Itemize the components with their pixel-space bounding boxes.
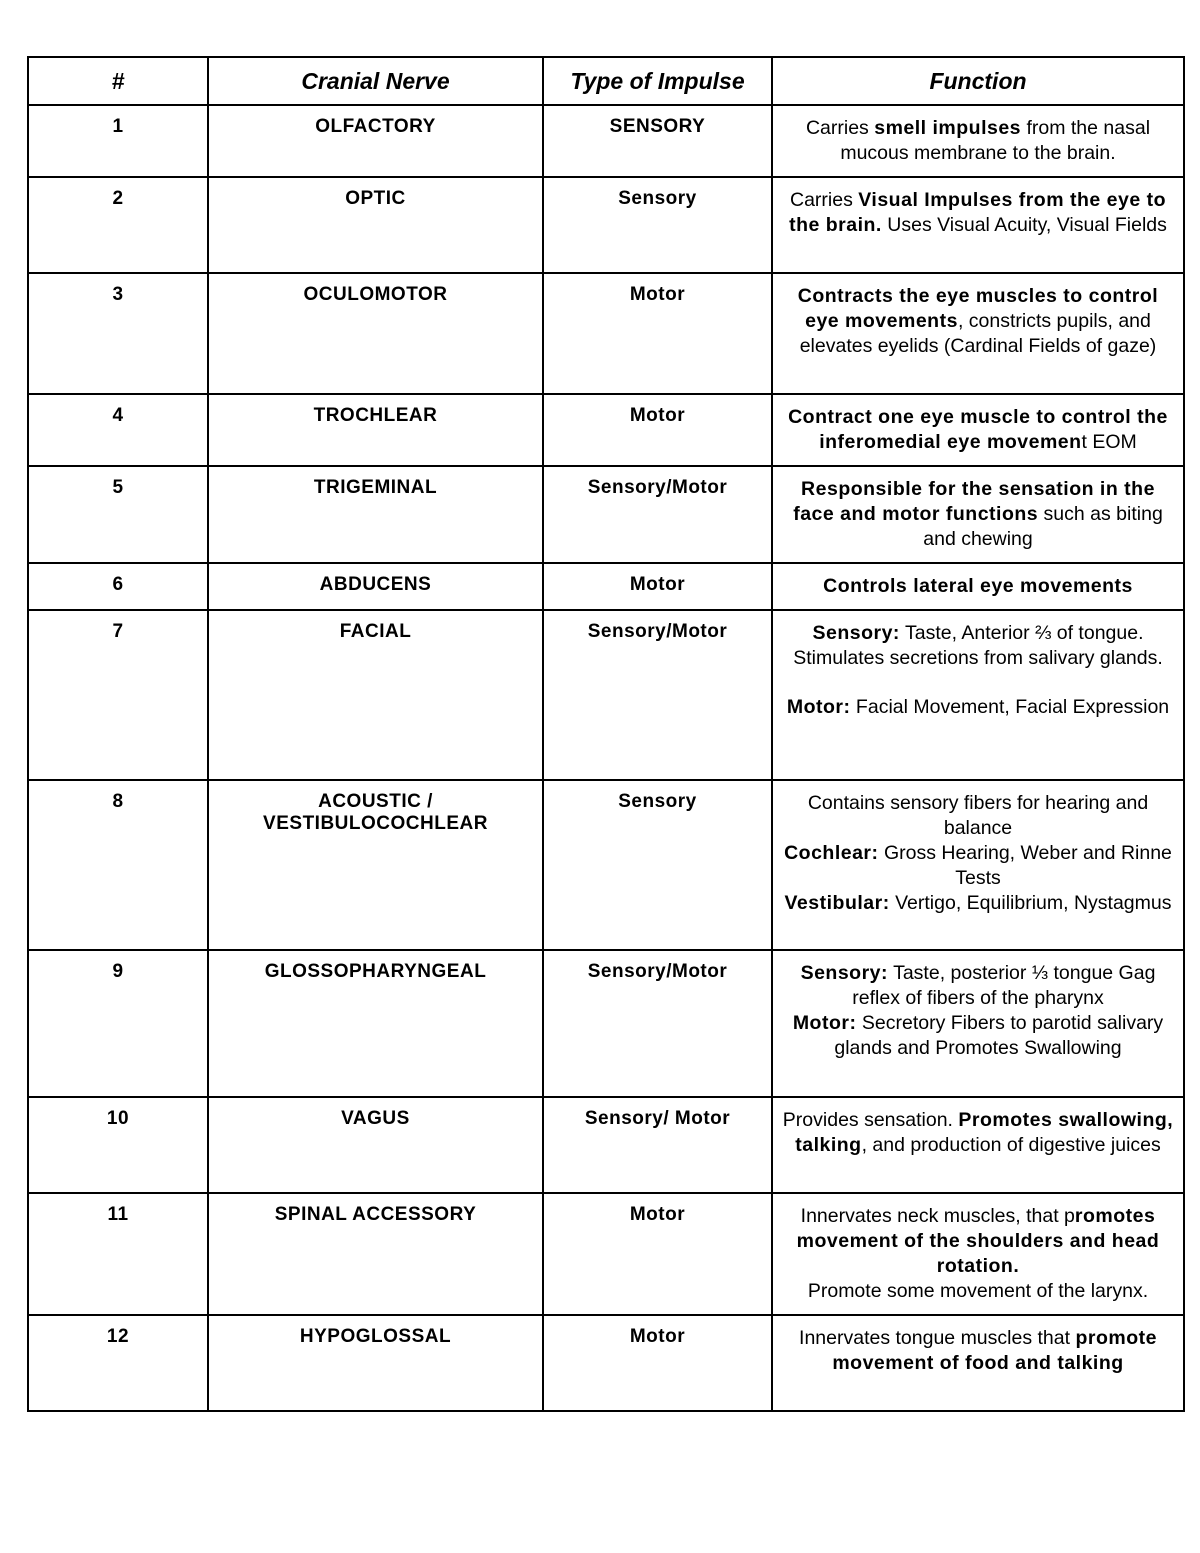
header-number: # [28,57,208,105]
nerve-number: 10 [28,1097,208,1193]
function-text-bold: Responsible for the sensation in the face and motor functions [793,478,1155,525]
table-row [28,105,1184,177]
nerve-name: ABDUCENS [208,563,543,610]
function-paragraph [781,891,1175,916]
nerve-name: TROCHLEAR [208,394,543,466]
function-paragraph [781,961,1175,1011]
function-text-bold: Vestibular: [784,892,890,914]
function-text: , constricts pupils, and elevates eyelids (Cardinal Fields of gaze) [799,310,1157,357]
nerve-number: 9 [28,950,208,1097]
header-cranial-nerve: Cranial Nerve [208,57,543,105]
function-text: Contains sensory fibers for hearing and balance [807,792,1149,839]
nerve-number: 3 [28,273,208,394]
function-paragraph [781,188,1175,238]
function-paragraph [781,1326,1175,1376]
impulse-type: Motor [543,1193,772,1315]
paragraph-gap [781,671,1175,695]
function-text-bold: Sensory: [800,962,889,984]
nerve-function [772,273,1184,394]
nerve-name: OCULOMOTOR [208,273,543,394]
function-paragraph [781,695,1175,720]
table-row [28,950,1184,1097]
nerve-name: OPTIC [208,177,543,273]
nerve-function [772,105,1184,177]
impulse-type: Sensory [543,780,772,950]
impulse-type: SENSORY [543,105,772,177]
table-row [28,780,1184,950]
table-row [28,273,1184,394]
nerve-number: 2 [28,177,208,273]
function-text: t EOM [1081,431,1137,453]
nerve-number: 6 [28,563,208,610]
nerve-function [772,1315,1184,1411]
nerve-name: TRIGEMINAL [208,466,543,563]
nerve-name: FACIAL [208,610,543,780]
nerve-name: VAGUS [208,1097,543,1193]
nerve-function [772,950,1184,1097]
function-text: Gross Hearing, Weber and Rinne Tests [878,842,1172,889]
function-text: Facial Movement, Facial Expression [850,696,1170,718]
nerve-name: OLFACTORY [208,105,543,177]
table-row [28,466,1184,563]
function-text: Promote some movement of the larynx. [807,1280,1149,1302]
nerve-function [772,466,1184,563]
nerve-function [772,1097,1184,1193]
nerve-number: 4 [28,394,208,466]
impulse-type: Sensory/Motor [543,950,772,1097]
function-text-bold: Contract one eye muscle to control the inferomedial eye movemen [788,406,1168,453]
table-row [28,610,1184,780]
impulse-type: Motor [543,394,772,466]
function-paragraph [781,621,1175,671]
impulse-type: Sensory [543,177,772,273]
header-row [28,57,1184,105]
function-paragraph [781,477,1175,552]
nerve-name: ACOUSTIC / VESTIBULOCOCHLEAR [208,780,543,950]
table-row [28,177,1184,273]
function-text-bold: smell impulses [874,117,1022,139]
nerve-function [772,610,1184,780]
function-text-bold: Controls lateral eye movements [823,575,1133,597]
function-paragraph [781,1108,1175,1158]
function-text-bold: Visual Impulses from the eye to the brain. [789,189,1166,236]
nerve-number: 7 [28,610,208,780]
function-text: Carries [790,189,859,211]
function-text-bold: Sensory: [812,622,900,644]
function-text: Carries [805,117,875,139]
function-paragraph [781,1011,1175,1061]
function-text: Provides sensation. [782,1109,959,1131]
nerve-function [772,394,1184,466]
function-text: from the nasal mucous membrane to the brain. [840,117,1151,164]
function-text-bold: Motor: [786,696,851,718]
impulse-type: Sensory/Motor [543,610,772,780]
table-row [28,563,1184,610]
table-body [28,105,1184,1411]
nerve-function [772,563,1184,610]
function-paragraph [781,841,1175,891]
function-text: Vertigo, Equilibrium, Nystagmus [889,892,1172,914]
nerve-number: 5 [28,466,208,563]
function-text: , and production of digestive juices [861,1134,1161,1156]
nerve-number: 1 [28,105,208,177]
impulse-type: Motor [543,563,772,610]
function-text-bold: Motor: [792,1012,857,1034]
nerve-function [772,780,1184,950]
table-row [28,394,1184,466]
nerve-function [772,177,1184,273]
function-paragraph [781,1279,1175,1304]
impulse-type: Motor [543,273,772,394]
nerve-name: GLOSSOPHARYNGEAL [208,950,543,1097]
function-paragraph [781,574,1175,599]
impulse-type: Sensory/ Motor [543,1097,772,1193]
nerve-number: 8 [28,780,208,950]
function-text-bold: promote movement of food and talking [832,1327,1157,1374]
function-text: Innervates tongue muscles that [799,1327,1076,1349]
nerve-name: SPINAL ACCESSORY [208,1193,543,1315]
function-paragraph [781,116,1175,166]
header-function: Function [772,57,1184,105]
function-text: such as biting and chewing [923,503,1163,550]
function-text: Taste, Anterior ⅔ of tongue. Stimulates secretions from salivary glands. [793,622,1163,669]
function-paragraph [781,791,1175,841]
function-text: Innervates neck muscles, that p [800,1205,1075,1227]
function-paragraph [781,1204,1175,1279]
header-type-of-impulse: Type of Impulse [543,57,772,105]
nerve-name: HYPOGLOSSAL [208,1315,543,1411]
function-text-bold: Contracts the eye muscles to control eye movements [797,285,1159,332]
impulse-type: Sensory/Motor [543,466,772,563]
table-row [28,1097,1184,1193]
table-row [28,1315,1184,1411]
impulse-type: Motor [543,1315,772,1411]
table-row [28,1193,1184,1315]
nerve-function [772,1193,1184,1315]
function-text: Uses Visual Acuity, Visual Fields [881,214,1167,236]
function-text-bold: Cochlear: [784,842,879,864]
nerve-number: 11 [28,1193,208,1315]
function-paragraph [781,405,1175,455]
function-text-bold: romotes movement of the shoulders and head rotation. [796,1205,1160,1277]
function-text-bold: Promotes swallowing, talking [795,1109,1174,1156]
nerve-number: 12 [28,1315,208,1411]
function-text: Secretory Fibers to parotid salivary glands and Promotes Swallowing [834,1012,1164,1059]
function-text: Taste, posterior ⅓ tongue Gag reflex of fibers of the pharynx [852,962,1156,1009]
cranial-nerves-table [27,56,1185,1412]
function-paragraph [781,284,1175,359]
